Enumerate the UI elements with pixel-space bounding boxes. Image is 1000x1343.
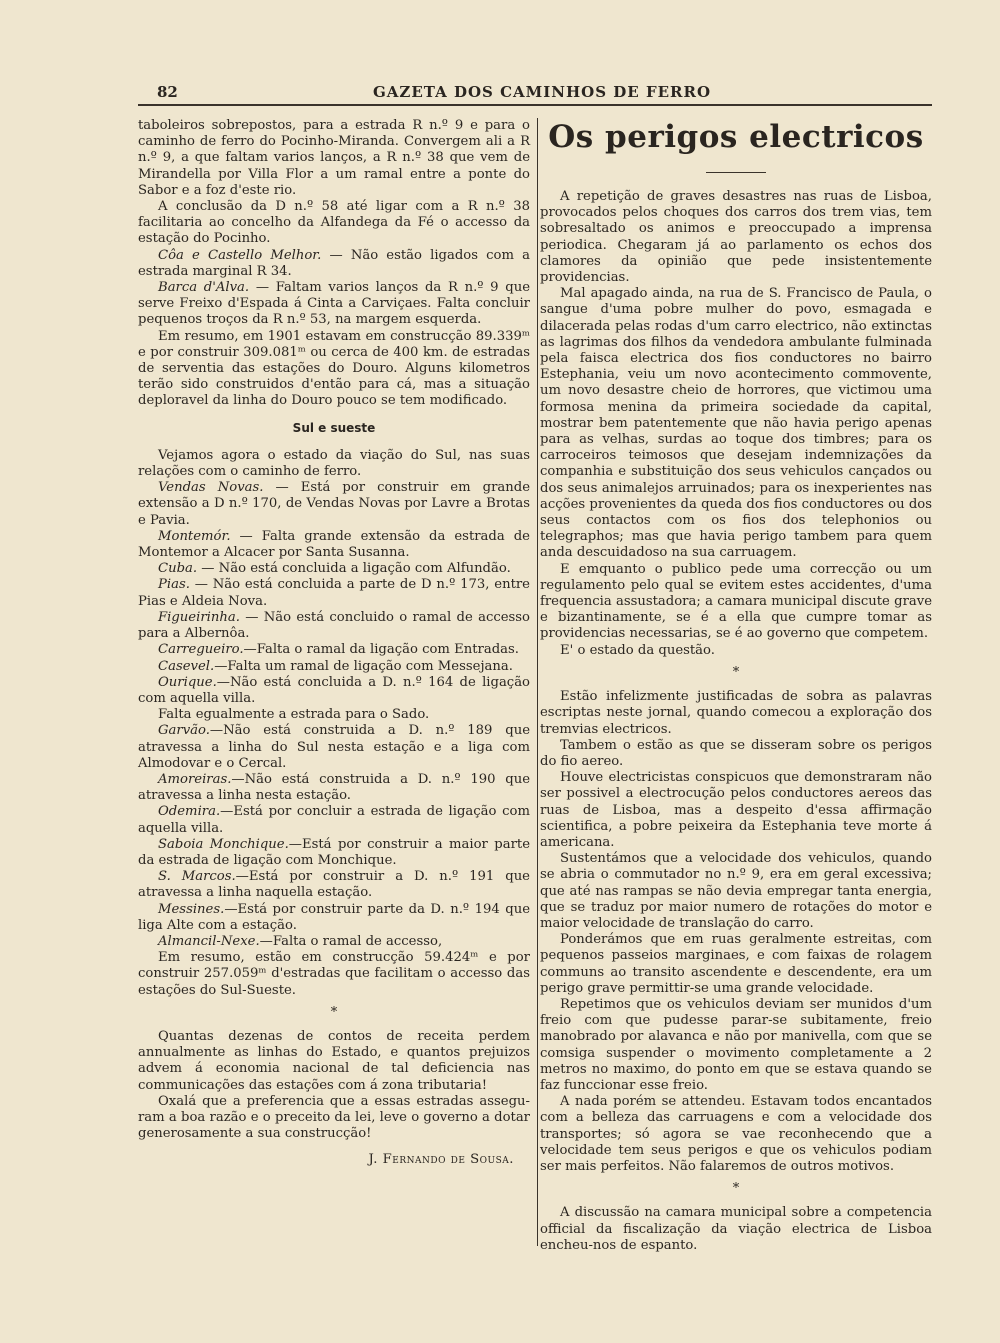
paragraph: [138, 659, 530, 675]
place-name: Barca d'Alva.: [158, 280, 250, 296]
paragraph: E emquanto o publico pede uma correcção ou um regulamento pelo qual se evitem estes accidentes, d'uma frequencia assustadora; a camara municipal discute grave e bizantinamente, se é a ella que cumpre tomar as providencias necessarias, se é ao governo que competem.: [540, 561, 932, 642]
paragraph: [138, 561, 530, 577]
place-name: Amoreiras.: [158, 771, 232, 787]
paragraph: Houve electricistas conspicuos que demonstraram não ser possivel a electrocução pelos conductores aereos das ruas de Lisboa, mas a despeito d'essa affirmação scientifica, a pobre peixeira da Estephania teve morte á americana.: [540, 770, 932, 850]
paragraph: [138, 248, 530, 280]
paragraph-text: — Não estão ligados com a estrada marginal R 34.: [138, 247, 530, 279]
place-name: Côa e Castello Melhor.: [158, 247, 322, 263]
paragraph-text: — Falta grande extensão da estrada de Montemor a Alcacer por Santa Susanna.: [138, 528, 530, 561]
place-name: Figueirinha.: [158, 609, 240, 625]
paragraph: A conclusão da D n.º 58 até ligar com a R n.º 38 facilitaria ao concelho da Alfandega da Fé o accesso da estação do Pocinho.: [138, 199, 530, 247]
paragraph: Em resumo, estão em construcção 59.424ᵐ e por construir 257.059ᵐ d'estradas que facilitam o accesso das estações do Sul-Sueste.: [138, 950, 530, 998]
paragraph: [138, 642, 530, 658]
paragraph: [138, 480, 530, 529]
place-name: Carregueiro.: [158, 642, 244, 658]
place-name: Garvão.: [158, 723, 210, 739]
paragraph-text: — Não está concluida a parte de D n.º 173, entre Pias e Aldeia Nova.: [138, 577, 530, 609]
paragraph-text: —Está por construir parte da D. n.º 194 que liga Alte com a estação.: [138, 901, 530, 933]
column-rule: [537, 118, 538, 1246]
paragraph: Vejamos agora o estado da viação do Sul, nas suas relações com o caminho de ferro.: [138, 447, 530, 480]
paragraph-text: — Está por construir em grande extensão a D n.º 170, de Vendas Novas por Lavre a Brotas e Pavia.: [138, 480, 531, 528]
paragraph: Estão infelizmente justificadas de sobra as palavras escriptas neste jornal, quando comecou a exploração dos tremvias electricos.: [540, 689, 932, 737]
place-name: Cuba.: [158, 561, 198, 577]
paragraph: [138, 675, 530, 707]
place-name: Messines.: [158, 901, 225, 917]
paragraph-text: — Não está concluida a ligação com Alfundão.: [197, 561, 511, 577]
paragraph: Sustentámos que a velocidade dos vehiculos, quando se abria o commutador no n.º 9, era em geral excessiva; que até nas rampas se não devia empregar tanta energia, que se traduz por maior numero de rotações do motor e maior velocidade de translação do carro.: [540, 851, 932, 931]
paragraph-text: —Não está construida a D. n.º 190 que atravessa a linha nesta estação.: [138, 771, 530, 804]
paragraph: Tambem o estão as que se disseram sobre os perigos do fio aereo.: [540, 737, 932, 769]
paragraph-text: —Falta o ramal de accesso,: [259, 933, 443, 949]
paragraph: Ponderámos que em ruas geralmente estreitas, com pequenos passeios marginaes, e com faixas de rolagem communs ao transito ascendente e descendente, era um perigo grave permittir-se uma grande velocidade.: [540, 932, 932, 996]
paragraph-text: —Não está concluida a D. n.º 164 de ligação com aquella villa.: [138, 674, 530, 706]
paragraph: [138, 869, 530, 901]
title-rule: [706, 172, 766, 173]
paragraph: Mal apagado ainda, na rua de S. Francisco de Paula, o sangue d'uma pobre mulher do povo, esmagada e dilacerada pelas rodas d'um carro electrico, não extinctas as lagrimas dos filhos da vendedora ambulante fulminada pela faisca electrica dos fios conductores no bairro Estephania, veiu um novo acontecimento commovente, um novo desastre cheio de horrores, que victimou uma formosa menina da primeira sociedade da capital, mostrar bem patentemente que não havia perigo apenas para as velhas, surdas ao toque dos timbres; para os carroceiros teimosos que desejam indemnizações da companhia e substituição dos seus vehiculos cançados ou dos seus animalejos arruinados; para os inexperientes nas acções provenientes da queda dos fios conductores ou dos seus contactos com os fios dos telephonios ou telegraphos; mas que havia perigo tambem para quem anda descuidadoso na sua carruagem.: [540, 286, 932, 561]
place-name: Odemira.: [158, 804, 221, 820]
paragraph: Quantas dezenas de contos de receita perdem annualmente as linhas do Estado, e quantos prejuizos advem á economia nacional de tal deficiencia nas communicações das estações com á zona tributaria!: [138, 1028, 530, 1093]
page-number: 82: [157, 83, 178, 101]
paragraph: [138, 610, 530, 642]
section-separator: *: [732, 664, 740, 680]
paragraph-text: —Está por concluir a estrada de ligação com aquella villa.: [138, 804, 530, 836]
paragraph: [138, 934, 530, 950]
place-name: Casevel.: [158, 658, 215, 674]
place-name: Saboia Monchique.: [158, 836, 289, 852]
place-name: Almancil-Nexe.: [158, 933, 260, 949]
paragraph: Em resumo, em 1901 estavam em construcção 89.339ᵐ e por construir 309.081ᵐ ou cerca de 400 km. de estradas de serventia das estações do Douro. Alguns kilometros terão sido construidos d'então para cá, mas a situação deploravel da linha do Douro pouco se tem modificado.: [138, 328, 530, 409]
left-column: [138, 118, 530, 1169]
paragraph: E' o estado da questão.: [560, 642, 715, 658]
paragraph-text: —Está por construir a maior parte da estrada de ligação com Monchique.: [138, 836, 530, 868]
paragraph: A discussão na camara municipal sobre a competencia official da fiscalização da viação electrica de Lisboa encheu-nos de espanto.: [540, 1205, 932, 1253]
place-name: Vendas Novas.: [158, 480, 264, 496]
paragraph: Falta egualmente a estrada para o Sado.: [158, 707, 430, 723]
paragraph: [138, 529, 530, 561]
paragraph-text: —Não está construida a D. n.º 189 que atravessa a linha do Sul nesta estação e a liga com Almodovar e o Cercal.: [138, 723, 530, 771]
article-title: Os perigos electricos: [548, 119, 924, 155]
paragraph-text: —Está por construir a D. n.º 191 que atravessa a linha naquella estação.: [138, 869, 530, 901]
place-name: Ourique.: [158, 674, 217, 690]
section-separator: *: [330, 1004, 338, 1020]
paragraph: [138, 577, 530, 609]
paragraph: taboleiros sobrepostos, para a estrada R n.º 9 e para o caminho de ferro do Pocinho-Miranda. Convergem ali a R n.º 9, a que faltam varios lanços, a R n.º 38 que vem de Mirandella por Villa Flor a um ramal entre a ponte do Sabor e a foz d'este rio.: [138, 118, 530, 198]
journal-title: GAZETA DOS CAMINHOS DE FERRO: [372, 83, 712, 101]
paragraph-text: —Falta o ramal da ligação com Entradas.: [243, 642, 519, 658]
paragraph: [138, 804, 530, 836]
header-rule: [138, 104, 932, 106]
paragraph-text: — Faltam varios lanços da R n.º 9 que serve Freixo d'Espada á Cinta a Carviçaes. Falta concluir pequenos troços da R n.º 53, na margem esquerda.: [138, 280, 530, 328]
paragraph: [138, 837, 530, 869]
right-column: [540, 118, 932, 1254]
paragraph: [138, 280, 530, 329]
paragraph-text: —Falta um ramal de ligação com Messejana.: [214, 658, 513, 674]
paragraph: [138, 902, 530, 934]
paragraph: [138, 772, 530, 804]
place-name: Pias.: [158, 577, 190, 593]
section-separator: *: [732, 1181, 740, 1197]
section-heading: Sul e sueste: [292, 420, 376, 435]
place-name: Montemór.: [158, 528, 231, 544]
paragraph: A nada porém se attendeu. Estavam todos encantados com a belleza das carruagens e com a velocidade dos transportes; só agora se vae reconhecendo que a velocidade tem seus perigos e que os vehiculos podiam ser mais perfeitos. Não falaremos de outros motivos.: [540, 1094, 932, 1174]
place-name: S. Marcos.: [158, 869, 236, 885]
paragraph-text: — Não está concluido o ramal de accesso para a Albernôa.: [138, 609, 530, 642]
paragraph: [138, 723, 530, 772]
page-header: [152, 80, 932, 106]
paragraph: Repetimos que os vehiculos deviam ser munidos d'um freio com que pudesse parar-se subitamente, freio manobrado por alavanca e não por manivella, com que se comsiga suspender o movimento completamente a 2 metros no maximo, do ponto em que se estava quando se faz funccionar esse freio.: [540, 996, 932, 1093]
author-signature: J. Fernando de Sousa.: [368, 1152, 514, 1168]
paragraph: A repetição de graves desastres nas ruas de Lisboa, provocados pelos choques dos carros dos trem vias, tem sobresaltado os animos e preoccupado a imprensa periodica. Chegaram já ao parlamento os echos dos clamores da opinião que pede insistentemente providencias.: [540, 189, 932, 286]
paragraph: Oxalá que a preferencia que a essas estradas asseguram a boa razão e o preceito da lei, leve o governo a dotar generosamente a sua construcção!: [138, 1093, 530, 1142]
